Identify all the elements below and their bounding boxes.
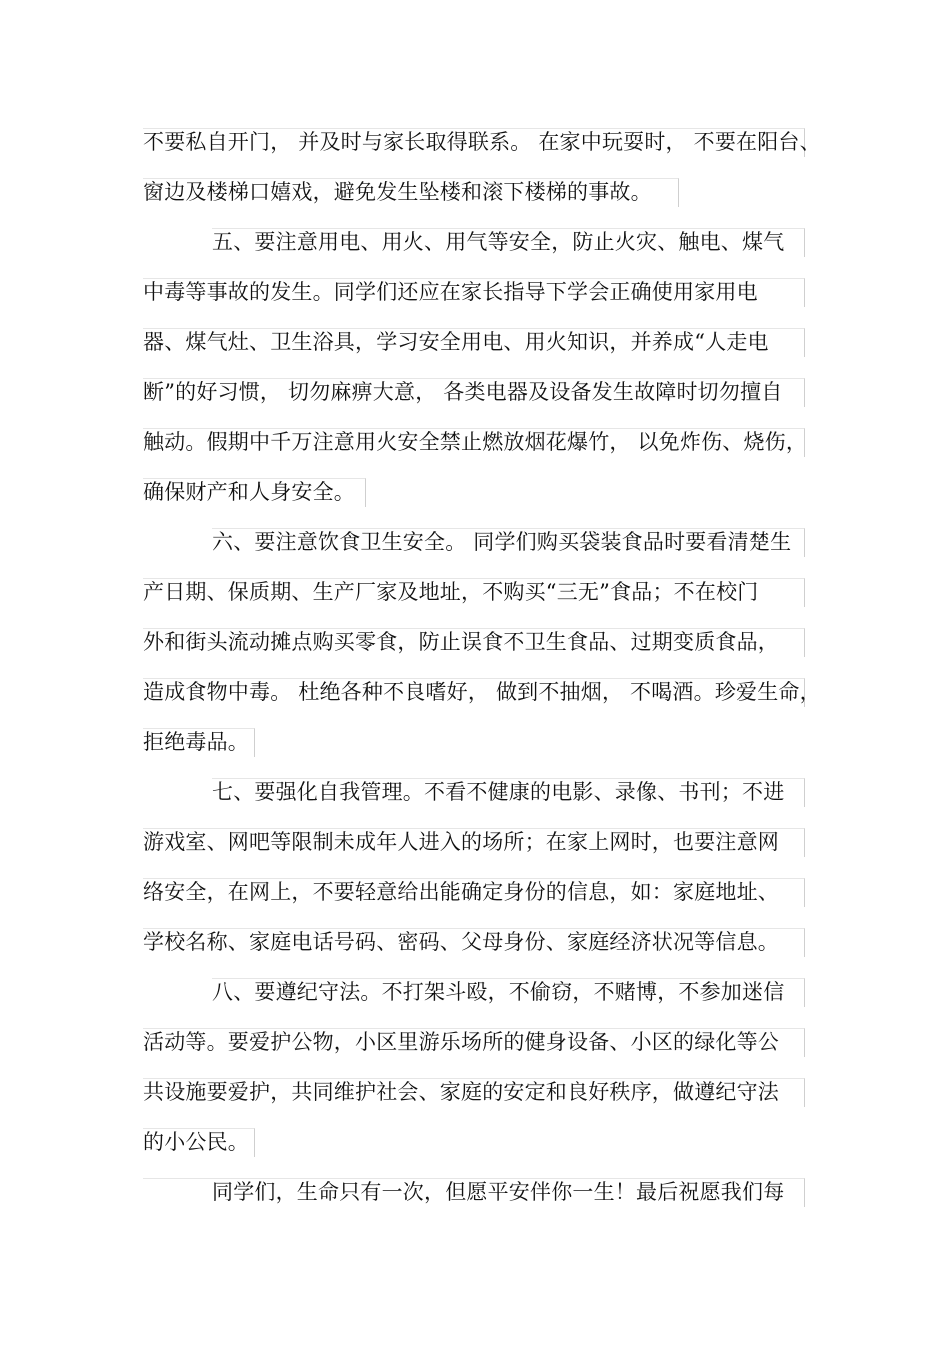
text-line: 络安全，在网上，不要轻意给出能确定身份的信息，如：家庭地址、 (143, 880, 779, 904)
text-line: 学校名称、家庭电话号码、密码、父母身份、家庭经济状况等信息。 (143, 930, 779, 954)
text-line: 窗边及楼梯口嬉戏，避免发生坠楼和滚下楼梯的事故。 (143, 180, 652, 204)
text-line: 确保财产和人身安全。 (143, 480, 355, 504)
text-line: 游戏室、网吧等限制未成年人进入的场所；在家上网时，也要注意网 (143, 830, 779, 854)
text-line: 断”的好习惯， 切勿麻痹大意， 各类电器及设备发生故障时切勿擅自 (143, 380, 783, 404)
closing-paragraph-line: 同学们，生命只有一次，但愿平安伴你一生！最后祝愿我们每 (212, 1180, 785, 1204)
paragraph-6-heading-line: 六、要注意饮食卫生安全。 同学们购买袋装食品时要看清楚生 (212, 530, 792, 554)
text-line: 不要私自开门， 并及时与家长取得联系。 在家中玩耍时， 不要在阳台、 (143, 130, 821, 154)
paragraph-7-heading-line: 七、要强化自我管理。不看不健康的电影、录像、书刊；不进 (212, 780, 785, 804)
text-line: 活动等。要爱护公物，小区里游乐场所的健身设备、小区的绿化等公 (143, 1030, 779, 1054)
text-line: 触动。假期中千万注意用火安全禁止燃放烟花爆竹， 以免炸伤、烧伤， (143, 430, 808, 454)
text-line: 产日期、保质期、生产厂家及地址，不购买“三无”食品；不在校门 (143, 580, 759, 604)
paragraph-8-heading-line: 八、要遵纪守法。不打架斗殴，不偷窃，不赌博，不参加迷信 (212, 980, 785, 1004)
text-line: 拒绝毒品。 (143, 730, 249, 754)
text-line: 外和街头流动摊点购买零食，防止误食不卫生食品、过期变质食品， (143, 630, 779, 654)
text-line: 中毒等事故的发生。同学们还应在家长指导下学会正确使用家用电 (143, 280, 758, 304)
text-line: 的小公民。 (143, 1130, 249, 1154)
paragraph-5-heading-line: 五、要注意用电、用火、用气等安全，防止火灾、触电、煤气 (212, 230, 785, 254)
text-line: 共设施要爱护，共同维护社会、家庭的安定和良好秩序，做遵纪守法 (143, 1080, 779, 1104)
text-line: 器、煤气灶、卫生浴具，学习安全用电、用火知识，并养成“人走电 (143, 330, 769, 354)
text-line: 造成食物中毒。 杜绝各种不良嗜好， 做到不抽烟， 不喝酒。珍爱生命， (143, 680, 821, 704)
